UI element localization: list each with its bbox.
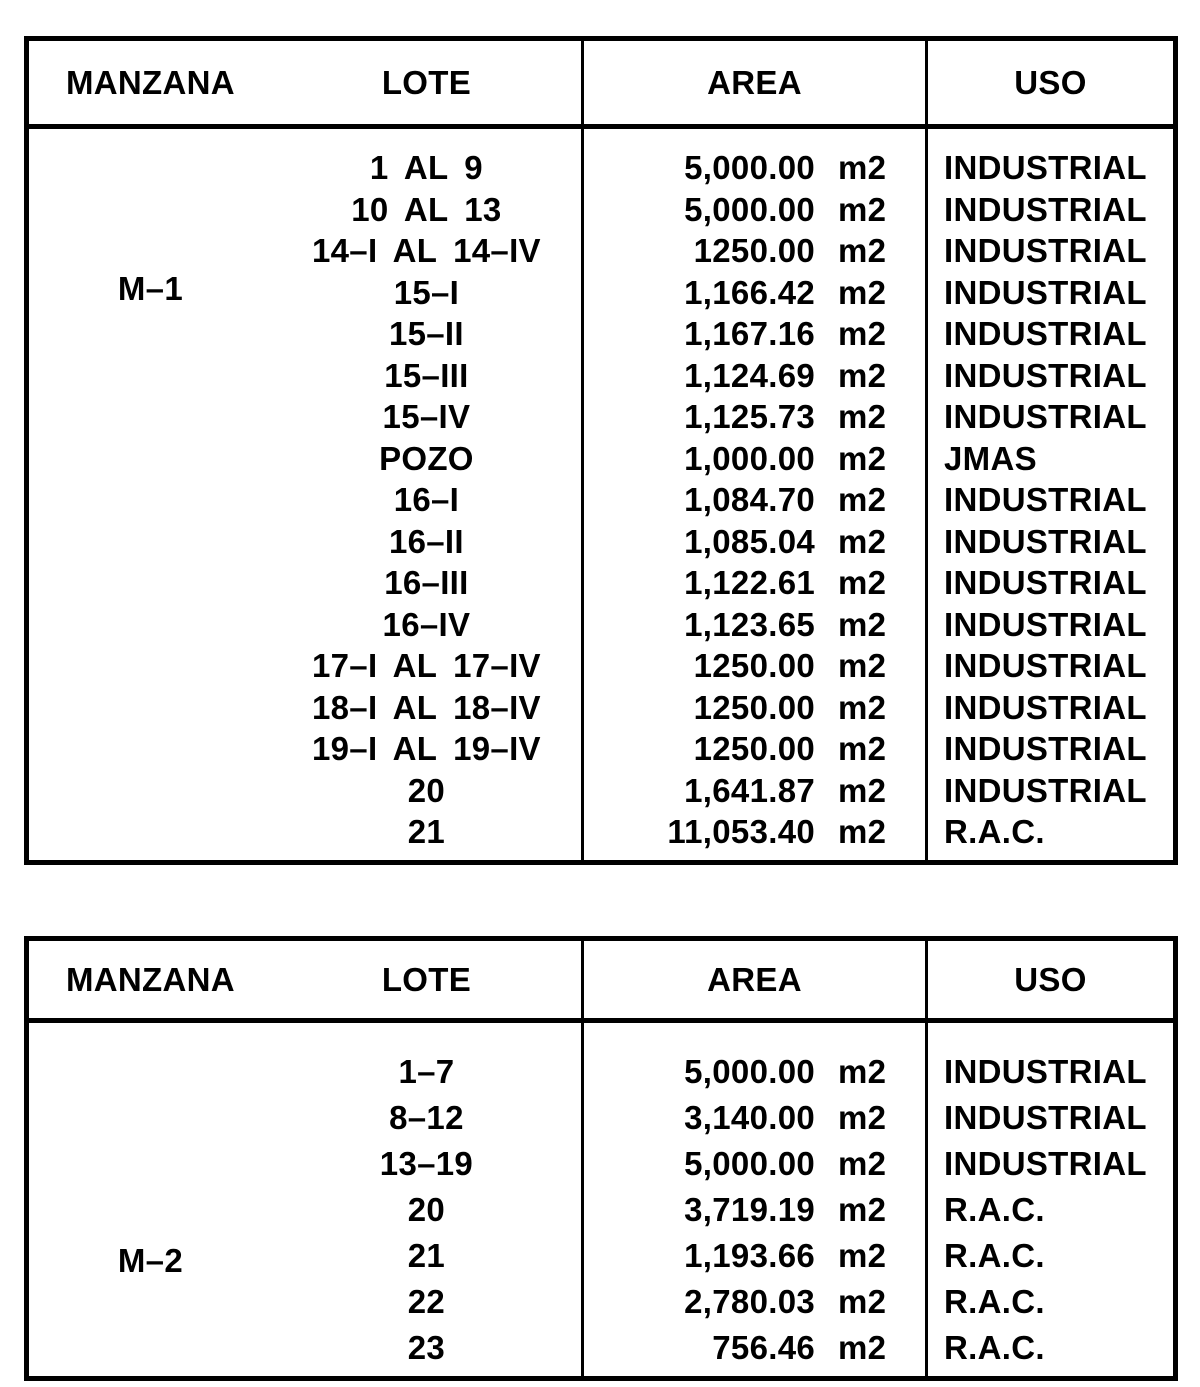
area-unit: m2 bbox=[838, 1053, 887, 1090]
area-number: 1250.00 bbox=[693, 647, 815, 684]
header-manzana: MANZANA bbox=[65, 960, 235, 998]
lote-value: 22 bbox=[407, 1283, 446, 1320]
area-value bbox=[584, 189, 925, 231]
area-value bbox=[584, 147, 925, 189]
uso-value: R.A.C. bbox=[944, 813, 1045, 850]
area-unit: m2 bbox=[838, 232, 887, 269]
area-number: 1,193.66 bbox=[684, 1237, 815, 1274]
area-number: 1,122.61 bbox=[684, 564, 815, 601]
uso-value: INDUSTRIAL bbox=[944, 398, 1147, 435]
lote-value: 1 AL 9 bbox=[369, 149, 483, 186]
area-value bbox=[584, 687, 925, 729]
header-manzana: MANZANA bbox=[65, 63, 235, 101]
area-unit: m2 bbox=[838, 1329, 887, 1366]
lote-value: 10 AL 13 bbox=[351, 190, 502, 228]
area-number: 1,084.70 bbox=[684, 481, 815, 518]
area-value bbox=[584, 604, 925, 646]
header-area: AREA bbox=[707, 63, 802, 101]
uso-value: INDUSTRIAL bbox=[944, 273, 1147, 311]
area-unit: m2 bbox=[838, 564, 887, 601]
lote-value: 16–I bbox=[393, 481, 460, 518]
uso-value: JMAS bbox=[944, 439, 1037, 477]
area-value bbox=[584, 1049, 925, 1095]
area-unit: m2 bbox=[838, 315, 887, 352]
lote-value: 19–I AL 19–IV bbox=[311, 730, 541, 767]
header-cell-area bbox=[584, 41, 928, 129]
body-cell-uso bbox=[928, 1023, 1173, 1376]
lote-value: 15–III bbox=[384, 356, 469, 394]
manzana-label: M–1 bbox=[117, 270, 183, 307]
area-number: 1250.00 bbox=[693, 688, 815, 726]
lote-value: 1–7 bbox=[398, 1053, 455, 1090]
area-unit: m2 bbox=[838, 813, 887, 850]
area-unit: m2 bbox=[838, 273, 887, 311]
header-uso: USO bbox=[1014, 960, 1087, 998]
area-unit: m2 bbox=[838, 190, 887, 228]
lote-value: 8–12 bbox=[389, 1099, 464, 1136]
area-unit: m2 bbox=[838, 1283, 887, 1320]
area-value bbox=[584, 1325, 925, 1371]
uso-value: R.A.C. bbox=[944, 1329, 1045, 1366]
area-unit: m2 bbox=[838, 398, 887, 435]
area-unit: m2 bbox=[838, 1237, 887, 1274]
area-unit: m2 bbox=[838, 730, 887, 767]
uso-value: R.A.C. bbox=[944, 1191, 1045, 1228]
area-value bbox=[584, 1141, 925, 1187]
body-cell-area bbox=[584, 129, 928, 860]
area-number: 5,000.00 bbox=[684, 149, 815, 186]
lot-table-m2 bbox=[24, 936, 1178, 1381]
uso-value: R.A.C. bbox=[944, 1283, 1045, 1320]
area-number: 11,053.40 bbox=[667, 813, 815, 850]
area-value bbox=[584, 728, 925, 770]
area-unit: m2 bbox=[838, 688, 887, 726]
area-unit: m2 bbox=[838, 356, 887, 394]
area-number: 1,641.87 bbox=[684, 771, 815, 809]
area-number: 5,000.00 bbox=[684, 190, 815, 228]
area-number: 1,124.69 bbox=[684, 356, 815, 394]
lote-value: 15–I bbox=[393, 273, 460, 311]
lote-value: 17–I AL 17–IV bbox=[311, 647, 541, 684]
uso-value: INDUSTRIAL bbox=[944, 1053, 1147, 1090]
area-number: 1,125.73 bbox=[684, 398, 815, 435]
header-lote: LOTE bbox=[381, 960, 472, 998]
area-unit: m2 bbox=[838, 605, 887, 643]
area-number: 2,780.03 bbox=[684, 1283, 815, 1320]
area-value bbox=[584, 479, 925, 521]
header-cell-uso bbox=[928, 41, 1173, 129]
area-number: 1,000.00 bbox=[684, 439, 815, 477]
lote-value: 23 bbox=[407, 1329, 446, 1366]
area-value bbox=[584, 1233, 925, 1279]
header-cell-area bbox=[584, 941, 928, 1023]
lote-value: 21 bbox=[407, 1237, 446, 1274]
uso-value: INDUSTRIAL bbox=[944, 730, 1147, 767]
lote-value: 16–III bbox=[384, 564, 469, 601]
area-number: 1,123.65 bbox=[684, 605, 815, 643]
area-number: 5,000.00 bbox=[684, 1145, 815, 1182]
area-value bbox=[584, 396, 925, 438]
area-unit: m2 bbox=[838, 1145, 887, 1182]
lote-value: 20 bbox=[407, 1191, 446, 1228]
area-number: 5,000.00 bbox=[684, 1053, 815, 1090]
header-cell-manzana-lote bbox=[29, 41, 584, 129]
area-number: 756.46 bbox=[712, 1329, 815, 1366]
header-cell-uso bbox=[928, 941, 1173, 1023]
area-value bbox=[584, 562, 925, 604]
header-uso: USO bbox=[1014, 63, 1087, 101]
header-split bbox=[29, 961, 581, 999]
area-unit: m2 bbox=[838, 1191, 887, 1228]
area-value bbox=[584, 1095, 925, 1141]
lote-value: 15–II bbox=[388, 315, 464, 352]
body-cell-manzana-lote bbox=[29, 1023, 584, 1376]
uso-value: INDUSTRIAL bbox=[944, 1145, 1147, 1182]
area-value bbox=[584, 355, 925, 397]
uso-value: INDUSTRIAL bbox=[944, 1099, 1147, 1136]
area-number: 1,167.16 bbox=[684, 315, 815, 352]
area-value bbox=[584, 1279, 925, 1325]
uso-value: INDUSTRIAL bbox=[944, 771, 1147, 809]
lote-value: 20 bbox=[407, 771, 446, 809]
area-unit: m2 bbox=[838, 439, 887, 477]
area-value bbox=[584, 645, 925, 687]
area-unit: m2 bbox=[838, 771, 887, 809]
area-number: 1250.00 bbox=[693, 730, 815, 767]
uso-value: R.A.C. bbox=[944, 1237, 1045, 1274]
uso-value: INDUSTRIAL bbox=[944, 688, 1147, 726]
area-value bbox=[584, 770, 925, 812]
lote-value: 14–I AL 14–IV bbox=[311, 232, 541, 269]
area-number: 3,719.19 bbox=[684, 1191, 815, 1228]
area-value bbox=[584, 230, 925, 272]
manzana-label: M–2 bbox=[117, 1242, 183, 1279]
body-cell-manzana-lote bbox=[29, 129, 584, 860]
lote-value: 13–19 bbox=[379, 1145, 474, 1182]
uso-value: INDUSTRIAL bbox=[944, 481, 1147, 518]
lot-table-m1 bbox=[24, 36, 1178, 865]
area-number: 1250.00 bbox=[693, 232, 815, 269]
uso-value: INDUSTRIAL bbox=[944, 232, 1147, 269]
area-unit: m2 bbox=[838, 522, 887, 560]
header-split bbox=[29, 64, 581, 102]
area-value bbox=[584, 313, 925, 355]
area-value bbox=[584, 521, 925, 563]
area-value bbox=[584, 811, 925, 853]
area-unit: m2 bbox=[838, 1099, 887, 1136]
lote-value: POZO bbox=[379, 439, 474, 477]
area-value bbox=[584, 438, 925, 480]
body-cell-area bbox=[584, 1023, 928, 1376]
uso-value: INDUSTRIAL bbox=[944, 315, 1147, 352]
area-unit: m2 bbox=[838, 149, 887, 186]
uso-value: INDUSTRIAL bbox=[944, 190, 1147, 228]
lote-column bbox=[272, 147, 581, 853]
lote-value: 16–II bbox=[388, 522, 464, 560]
uso-value: INDUSTRIAL bbox=[944, 149, 1147, 186]
header-cell-manzana-lote bbox=[29, 941, 584, 1023]
lote-value: 18–I AL 18–IV bbox=[311, 688, 541, 726]
uso-value: INDUSTRIAL bbox=[944, 356, 1147, 394]
area-unit: m2 bbox=[838, 481, 887, 518]
area-number: 1,085.04 bbox=[684, 522, 815, 560]
uso-value: INDUSTRIAL bbox=[944, 647, 1147, 684]
area-value bbox=[584, 1187, 925, 1233]
uso-value: INDUSTRIAL bbox=[944, 522, 1147, 560]
area-number: 1,166.42 bbox=[684, 273, 815, 311]
lote-column bbox=[272, 1049, 581, 1371]
uso-value: INDUSTRIAL bbox=[944, 605, 1147, 643]
area-unit: m2 bbox=[838, 647, 887, 684]
header-area: AREA bbox=[707, 960, 802, 998]
header-lote: LOTE bbox=[381, 63, 472, 101]
lote-value: 16–IV bbox=[382, 605, 471, 643]
lote-value: 21 bbox=[407, 813, 446, 850]
area-value bbox=[584, 272, 925, 314]
lote-value: 15–IV bbox=[382, 398, 471, 435]
uso-value: INDUSTRIAL bbox=[944, 564, 1147, 601]
body-cell-uso bbox=[928, 129, 1173, 860]
area-number: 3,140.00 bbox=[684, 1099, 815, 1136]
